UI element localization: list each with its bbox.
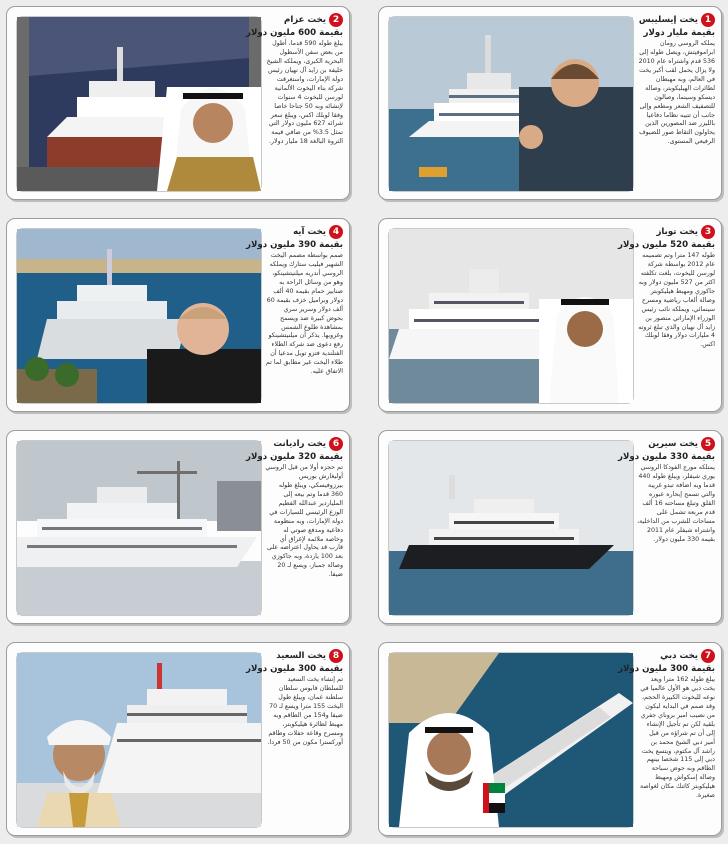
yacht-card-dubai — [378, 642, 722, 836]
yacht-name: يخت سيرين — [648, 439, 698, 449]
yacht-photo-serene — [388, 440, 634, 616]
yacht-card-serene — [378, 430, 722, 624]
yacht-text-azzam — [246, 13, 343, 193]
yacht-card-radiant — [6, 430, 350, 624]
yacht-text-serene — [618, 437, 715, 617]
rank-badge: 6 — [329, 437, 343, 451]
yacht-title-serene — [637, 437, 715, 451]
yacht-photo-azzam — [16, 16, 262, 192]
yacht-photo-a — [16, 228, 262, 404]
yacht-description: يبلغ طوله 590 قدما، أطول من بعض سفن الأسطول البحرية الكبرى، ويملكه الشيخ خليفة بن زايد آل نهيان رئيس دولة الإمارات، واستغرقت شركة بناء اليخوت الألمانية لورسن لليخوت 4 سنوات لإنشائه وبه 50 جناحا خاصا وفقا لوبلك اكس، ويبلغ سعر شرائه 627 مليون دولار التي تمثل 3.5% من صافي قيمة الثروة البالغة 18 مليار دولار. — [266, 40, 343, 146]
yacht-text-al-said — [246, 649, 343, 829]
yacht-price: بقيمة مليار دولار — [643, 28, 715, 38]
yacht-card-eclipse — [378, 6, 722, 200]
yacht-description: طوله 147 مترا وتم تصميمه عام 2012 بواسطة شركة لورسن لليخوت، بلغت تكلفته اكثر من 527 مليون دولار وبه جاكوزي ومهبط هيليكوبتر وصالة ألعاب رياضية ومسرح سينمائي، ويملكه نائب رئيس الوزراء الإماراتي منصور بن زايد آل نهيان والذي تبلغ ثروته 4 مليارات دولار وفقا لوبلك اكس. — [638, 252, 715, 349]
yacht-price: بقيمة 300 مليون دولار — [246, 664, 343, 674]
yacht-text-radiant — [246, 437, 343, 617]
yacht-description: يبلغ طوله 162 مترا ويعد يخت دبي هو الأول عالميا في نوعه لليخوت الكبيرة الحجم، وقد صمم في البداية ليكون من نصيب امير بروناي جفري بلقية لكن تم تأجيل الإنشاء إلى أن تم شراؤه من قبل أمير دبي الشيخ محمد بن راشد آل مكتوم، ويتسع يخت دبي إلى 115 شخصا بينهم الطاقم وبه حوض سباحة وصالة إسكواش ومهبط هيليكوبتر كاثنك مكان لغواصة صغيرة. — [639, 676, 715, 800]
rank-badge: 1 — [701, 13, 715, 27]
yacht-card-azzam — [6, 6, 350, 200]
yacht-description: يمتلكه مورج الفودكا الروسي يوري شيفلر، ويبلغ طوله 440 قدما وبه اضافة تبدو غريبة والتي تسمح إبحاره عبوره القلق وتبلغ مساحته 16 ألف قدم مربعة تشمل على مساحات للشرب من الداخلية، واشتراه شيفلر عام 2011 بقيمة 330 مليون دولار. — [637, 464, 715, 543]
yacht-photo-al-said — [16, 652, 262, 828]
rank-badge: 3 — [701, 225, 715, 239]
yacht-name: يخت راديانت — [273, 439, 326, 449]
yacht-description: صمم بواسطة مصمم اليخت الشهير فيليب ستارك ويملكه الروسي أندريه ميلنيتشينكو، وهو من وسائل الراحة به صنابير حمام بقيمة 40 ألف دولار وبراميل خزف بقيمة 60 ألف دولار وسرير سري بحوض كبيرة ضد ويسمح بمشاهدة طلوع الشمس وغروبها. يذكر أن ميلنيتشينكو رفع دعوى ضد شركة الطلاء الفنلندية فتزو تويل مدعيا أن طلاء اليخت غير مطابق لما تم الاتفاق عليه. — [265, 252, 343, 376]
yacht-photo-eclipse — [388, 16, 634, 192]
yacht-card-al-said — [6, 642, 350, 836]
yacht-name: يخت إيسليبس — [638, 15, 698, 25]
yacht-price: بقيمة 300 مليون دولار — [618, 664, 715, 674]
yacht-card-a — [6, 218, 350, 412]
yacht-description: تم إنشاء يخت السعيد للسلطان قابوس سلطان سلطنة عمان، ويبلغ طول اليخت 155 مترا ويسع لـ 70 ضيفا و154 من الطاقم وبه مهبط لطائرة هيليكوبتر، ومسرح وقاعة حفلات وطاقم أوركسترا مكون من 50 فردا. — [267, 676, 343, 746]
yacht-price: بقيمة 600 مليون دولار — [246, 28, 343, 38]
yacht-title-eclipse — [637, 13, 715, 27]
yacht-text-eclipse — [637, 13, 715, 193]
rank-badge: 2 — [329, 13, 343, 27]
rank-badge: 5 — [701, 437, 715, 451]
yacht-description: تم حجزه أولا من قبل الروسي أوليغارش بوريس بيرزوفيسكي، ويبلغ طوله 360 قدما وتم بيعه إلى الملياردير عبدالله الفطيم الوزع الرئيسي للسيارات في دولة الإمارات، وبه منظومة دفاعية ومدفع صوتي له وخاصة ملائمة لإغراق أي قارب قد يحاول اعتراضه على بعد 100 ياردة، وبه جاكوزي وصالة جمباز، ويسع لـ 20 ضيفا. — [265, 464, 343, 579]
yacht-title-al-said — [265, 649, 343, 663]
yacht-price: بقيمة 390 مليون دولار — [246, 240, 343, 250]
yacht-photo-radiant — [16, 440, 262, 616]
yacht-price: بقيمة 330 مليون دولار — [618, 452, 715, 462]
rank-badge: 7 — [701, 649, 715, 663]
yacht-photo-dubai — [388, 652, 634, 828]
yacht-title-a — [265, 225, 343, 239]
yacht-text-a — [246, 225, 343, 405]
yacht-text-topaz — [618, 225, 715, 405]
yacht-name: يخت عزام — [284, 15, 326, 25]
yacht-name: يخت السعيد — [276, 651, 326, 661]
yacht-photo-topaz — [388, 228, 634, 404]
yacht-name: يخت آيه — [293, 227, 326, 237]
yacht-price: بقيمة 520 مليون دولار — [618, 240, 715, 250]
yacht-card-topaz — [378, 218, 722, 412]
rank-badge: 4 — [329, 225, 343, 239]
yacht-name: يخت توباز — [656, 227, 698, 237]
yacht-price: بقيمة 320 مليون دولار — [246, 452, 343, 462]
yacht-description: يملكه الروسي رومان ابراموفيتش، ويصل طوله إلى 536 قدم واشتراه عام 2010 ولا يزال يحمل لقب أكبر يخت في العالم، وبه مهبطان لطائرات الهيليكوبتر، وصالة ديسكو وسينما، وصالون للتصفيف الشعر ومطعم وإلى جانب أن تتيبه نظاما دفاعيا بالليزر ضد المصورين الذين يحاولون التقاط صور للضيوف الرفيعي المستوى. — [638, 40, 715, 146]
rank-badge: 8 — [329, 649, 343, 663]
yacht-title-radiant — [265, 437, 343, 451]
yacht-text-dubai — [618, 649, 715, 829]
yacht-name: يخت دبي — [660, 651, 698, 661]
yacht-title-azzam — [265, 13, 343, 27]
yacht-title-topaz — [637, 225, 715, 239]
yacht-title-dubai — [637, 649, 715, 663]
